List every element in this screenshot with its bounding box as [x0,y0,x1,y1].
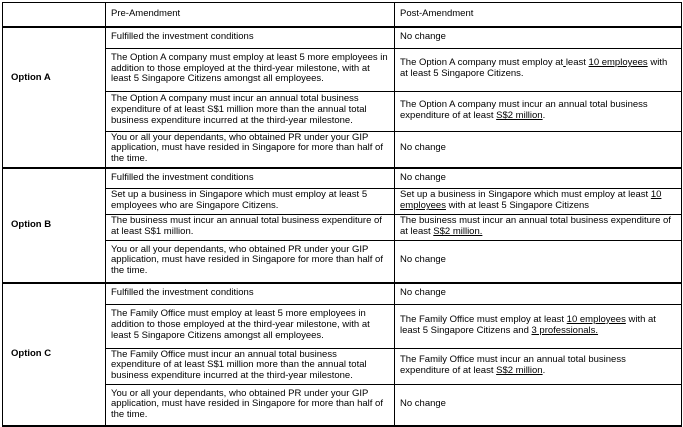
cell-text: No change [400,30,446,42]
cell-text: No change [400,171,446,183]
option-c-label-cell [3,283,106,426]
cell-text: The Option A company must incur an annual total business expenditure of at least [400,98,648,121]
cell-text: No change [400,286,446,298]
underlined-text: 10 employees [400,189,662,212]
underlined-text: 10 employees [588,57,648,69]
cell-option-a-row2-pre [106,48,395,91]
cell-text: Set up a business in Singapore which must employ at least 5 employees who are Singapore Citizens. [111,189,368,212]
cell-text: The Option A company must employ at [400,57,564,69]
table-row [3,27,682,48]
cell-text: Fulfilled the investment conditions [111,286,254,298]
cell-text: No change [400,254,446,266]
cell-option-c-row1-pre [106,283,395,304]
cell-option-c-row2-post [395,304,682,348]
underlined-text: S$2 million [496,109,543,121]
cell-option-b-row2-pre [106,189,395,215]
cell-text: The Family Office must incur an annual total business expenditure of at least S$1 million more than the annual total business expenditure incurred at the third-year milestone. [111,348,367,382]
underlined-text: S$2 million [496,364,543,376]
underlined-text: 10 employees [566,313,626,325]
cell-option-a-row4-post [395,131,682,168]
cell-text: The Family Office must employ at least 5 more employees in addition to those employed at the third-year milestone, with at least 5 Singapore Citizens amongst all employees. [111,308,370,341]
cell-text: The business must incur an annual total business expenditure of at least [400,214,671,237]
cell-option-c-row3-post [395,348,682,384]
option-label: Option B [11,218,52,230]
cell-option-c-row1-post [395,283,682,304]
cell-option-b-row1-pre [106,168,395,189]
cell-text: The Option A company must incur an annual total business expenditure of at least S$1 million more than the annual total business expenditure incurred at the third-year milestone. [111,93,367,126]
cell-text: Fulfilled the investment conditions [111,30,254,42]
header-option-column [3,3,106,28]
cell-option-a-row4-pre [106,131,395,168]
header-pre-amendment: Pre-Amendment [106,3,395,28]
cell-text: You or all your dependants, who obtained PR under your GIP application, must have resided in Singapore for more than half of the time. [111,387,383,421]
cell-text: with at least 5 Singapore Citizens [445,200,590,212]
table-row [3,168,682,189]
cell-option-a-row1-pre [106,27,395,48]
cell-text: . [542,109,546,121]
underlined-text: S$2 million. [433,225,483,237]
cell-text: The business must incur an annual total business expenditure of at least S$1 million. [111,214,382,237]
gip-amendment-comparison-table [2,2,682,427]
cell-option-c-row2-pre [106,304,395,348]
cell-option-b-row3-post [395,214,682,240]
cell-text: least [565,57,589,69]
document-page [0,2,683,427]
cell-option-b-row3-pre [106,214,395,240]
cell-option-c-row3-pre [106,348,395,384]
cell-option-b-row1-post [395,168,682,189]
cell-option-c-row4-pre [106,384,395,426]
cell-text: The Family Office must incur an annual total business expenditure of at least [400,353,626,376]
table-body [3,27,682,426]
cell-option-c-row4-post [395,384,682,426]
cell-text: No change [400,398,446,410]
header-post-amendment: Post-Amendment [395,3,682,28]
cell-option-a-row2-post [395,48,682,91]
cell-text: Set up a business in Singapore which must employ at least [400,189,651,201]
cell-text: . [542,364,546,376]
cell-text: The Option A company must employ at least 5 more employees in addition to those employed at the third-year milestone, with at least 5 Singapore Citizens amongst all employees. [111,51,388,85]
header-row [3,3,682,28]
cell-text: Fulfilled the investment conditions [111,171,254,183]
table-row [3,283,682,304]
cell-option-a-row3-pre [106,91,395,131]
option-label: Option C [11,347,52,359]
cell-text: with at least 5 Singapore Citizens. [400,57,668,79]
cell-text: You or all your dependants, who obtained PR under your GIP application, must have resided in Singapore for more than half of the time. [111,243,383,277]
cell-text: with at least 5 Singapore Citizens and [400,313,656,336]
cell-text: You or all your dependants, who obtained PR under your GIP application, must have resided in Singapore for more than half of the time. [111,131,383,165]
option-b-label-cell [3,168,106,283]
cell-text: The Family Office must employ at least [400,313,567,325]
cell-option-b-row4-post [395,240,682,283]
cell-option-a-row3-post [395,91,682,131]
cell-option-b-row4-pre [106,240,395,283]
cell-text: No change [400,142,446,154]
cell-option-b-row2-post [395,189,682,215]
option-a-label-cell [3,27,106,168]
underlined-text: 3 professionals. [531,324,599,336]
cell-option-a-row1-post [395,27,682,48]
option-label: Option A [11,71,51,83]
